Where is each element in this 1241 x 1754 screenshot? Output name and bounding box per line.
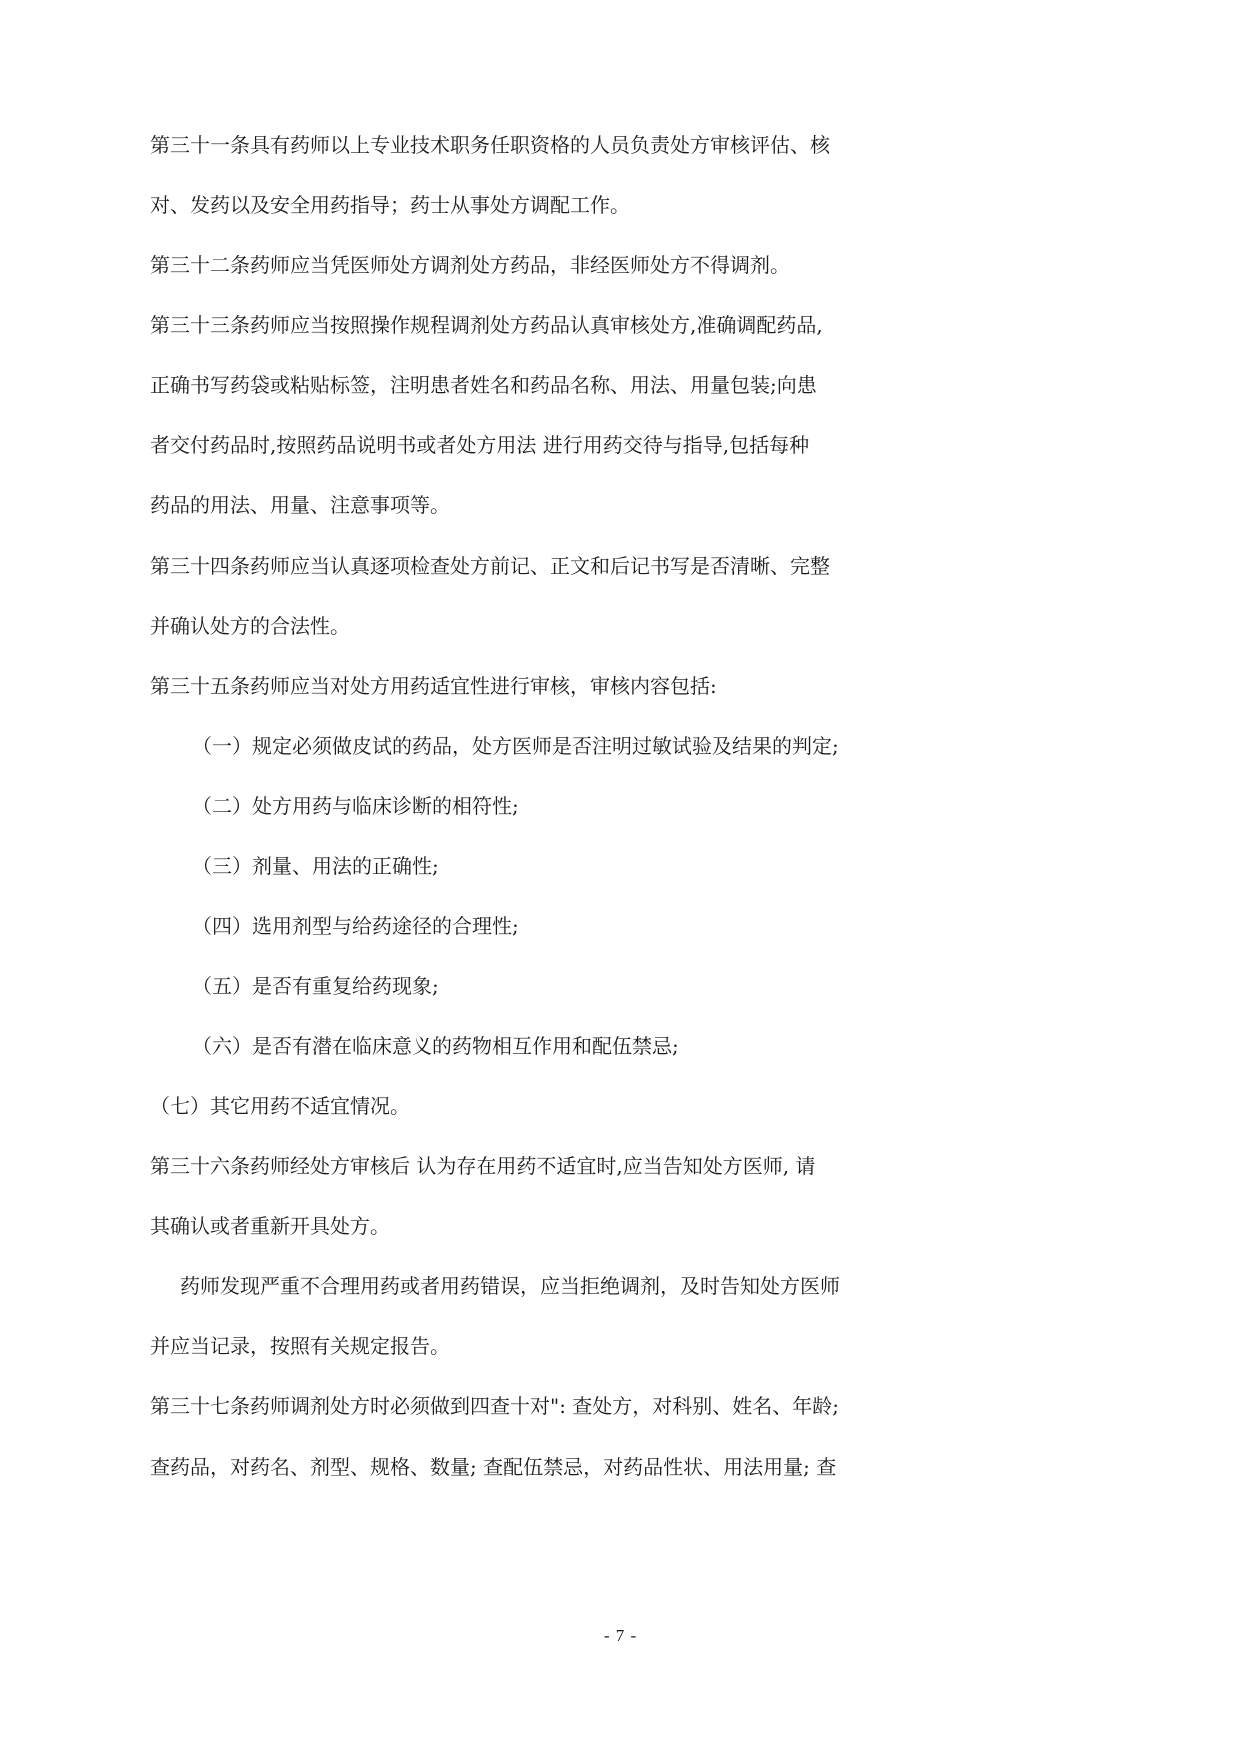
- text-line: 第三十七条药师调剂处方时必须做到四查十对": 查处方，对科别、姓名、年龄;: [150, 1394, 840, 1418]
- text-line: 第三十六条药师经处方审核后 认为存在用药不适宜时,应当告知处方医师, 请: [150, 1154, 816, 1178]
- text-line: 药师发现严重不合理用药或者用药错误，应当拒绝调剂，及时告知处方医师: [180, 1274, 840, 1298]
- text-line: 第三十一条具有药师以上专业技术职务任职资格的人员负责处方审核评估、核: [150, 133, 830, 157]
- list-item: （二）处方用药与临床诊断的相符性;: [192, 794, 519, 818]
- text-line: 对、发药以及安全用药指导；药士从事处方调配工作。: [150, 193, 630, 217]
- page-number: - 7 -: [603, 1626, 638, 1645]
- text-line: 正确书写药袋或粘贴标签，注明患者姓名和药品名称、用法、用量包装;向患: [150, 373, 817, 397]
- list-item: （一）规定必须做皮试的药品，处方医师是否注明过敏试验及结果的判定;: [192, 734, 839, 758]
- list-item: （四）选用剂型与给药途径的合理性;: [192, 914, 519, 938]
- text-line: 第三十二条药师应当凭医师处方调剂处方药品，非经医师处方不得调剂。: [150, 253, 790, 277]
- text-line: 第三十四条药师应当认真逐项检查处方前记、正文和后记书写是否清晰、完整: [150, 554, 830, 578]
- text-line: 第三十三条药师应当按照操作规程调剂处方药品认真审核处方,准确调配药品,: [150, 313, 823, 337]
- list-item: （七）其它用药不适宜情况。: [150, 1094, 410, 1118]
- list-item: （六）是否有潜在临床意义的药物相互作用和配伍禁忌;: [192, 1034, 679, 1058]
- text-line: 并确认处方的合法性。: [150, 614, 350, 638]
- text-line: 其确认或者重新开具处方。: [150, 1214, 390, 1238]
- text-line: 并应当记录，按照有关规定报告。: [150, 1334, 450, 1358]
- text-line: 者交付药品时,按照药品说明书或者处方用法 进行用药交待与指导,包括每种: [150, 433, 810, 457]
- text-line: 第三十五条药师应当对处方用药适宜性进行审核，审核内容包括:: [150, 674, 717, 698]
- list-item: （三）剂量、用法的正确性;: [192, 854, 439, 878]
- list-item: （五）是否有重复给药现象;: [192, 974, 439, 998]
- text-line: 药品的用法、用量、注意事项等。: [150, 493, 450, 517]
- text-line: 查药品，对药名、剂型、规格、数量; 查配伍禁忌，对药品性状、用法用量; 查: [150, 1455, 837, 1479]
